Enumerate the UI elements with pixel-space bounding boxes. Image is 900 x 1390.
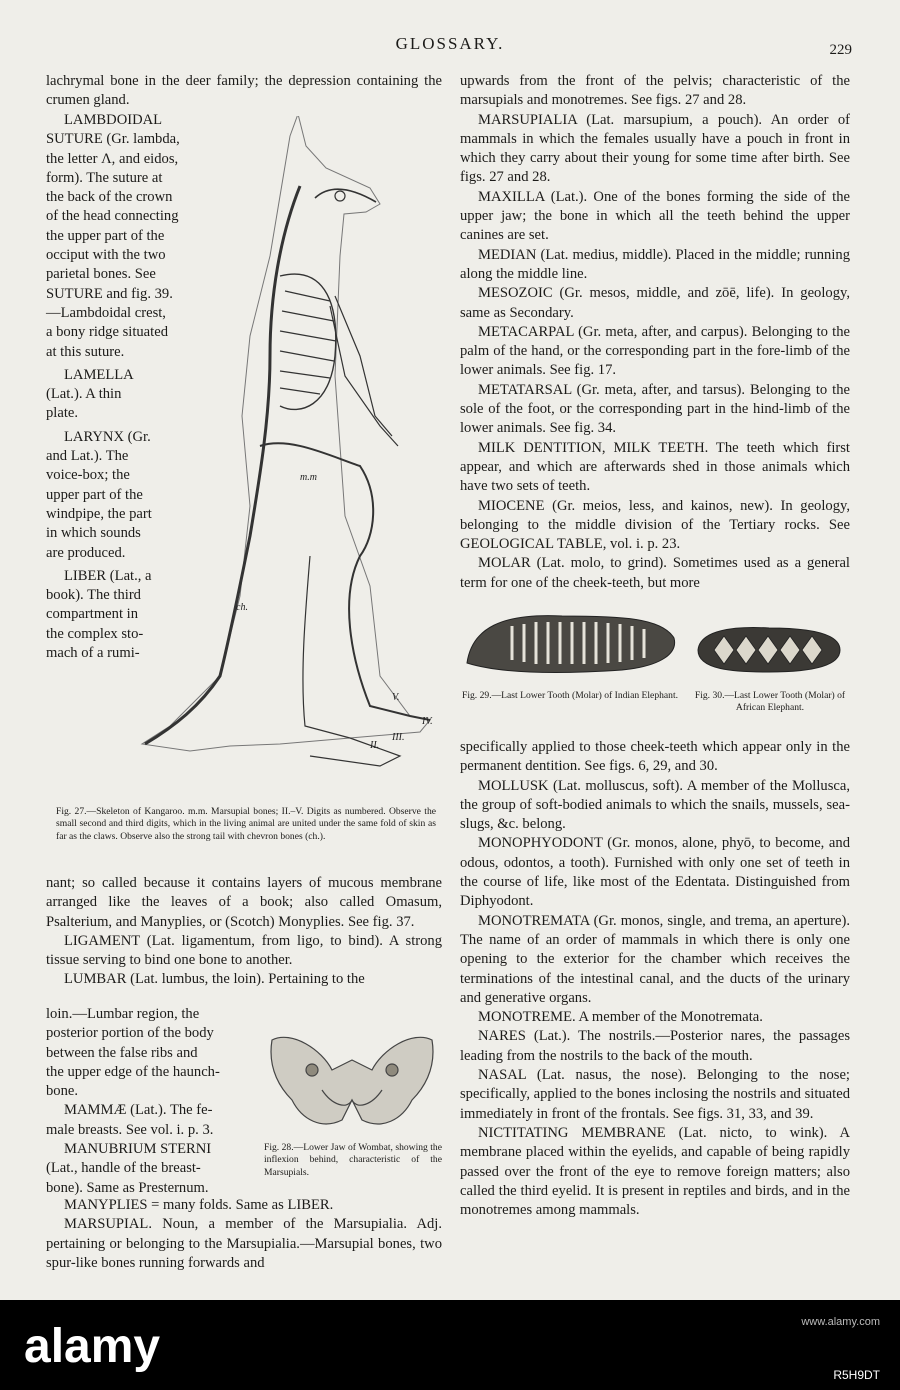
fig29-caption: Fig. 29.—Last Lower Tooth (Molar) of Indian Elephant.	[462, 690, 679, 701]
wombat-jaw-figure	[262, 1030, 442, 1140]
entry-lambdoidal: LAMBDOIDAL SUTURE (Gr. lambda, the letter Λ, and eidos, form). The suture at the back of the crown of the head connecting the upper part of the occiput with the two parietal bones. See SUTURE and fig. 39. —Lambdoidal crest, a bony ridge situated at this suture.	[46, 112, 180, 360]
label-ii: II.	[370, 740, 380, 751]
fig30-caption: Fig. 30.—Last Lower Tooth (Molar) of African Elephant.	[694, 690, 846, 714]
label-v: V.	[392, 692, 400, 703]
indian-elephant-molar-figure	[462, 608, 682, 678]
right-top-entries: upwards from the front of the pelvis; characteristic of the marsupials and monotremes. See figs. 27 and 28. MARSUPIALIA (Lat. marsupium, a pouch). An order of mammals in which the females usually have a pouch in front in which they carry about their young for some time after birth. See figs. 27 and 28. MAXILLA (Lat.). One of the bones forming the side of the upper jaw; the bone in which all the teeth behind the upper canines are set. MEDIAN (Lat. medius, middle). Placed in the middle; running along the middle line. MESOZOIC (Gr. mesos, middle, and zōē, life). In geology, same as Secondary. METACARPAL (Gr. meta, after, and carpus). Belonging to the palm of the hand, or the corresponding part in the fore-limb of the lower animals. See fig. 17. METATARSAL (Gr. meta, after, and tarsus). Belonging to the sole of the foot, or the corresponding part in the hind-limb of the lower animals. See fig. 34. MILK DENTITION, MILK TEETH. The teeth which first appear, and which are afterwards shed in those animals which have two sets of teeth. MIOCENE (Gr. meios, less, and kainos, new). In geology, belonging to the middle division of the Tertiary rocks. See GEOLOGICAL TABLE, vol. i. p. 23. MOLAR (Lat. molo, to grind). Sometimes used as a general term for one of the cheek-teeth, but more	[460, 73, 850, 591]
entry-lamella: LAMELLA (Lat.). A thin plate.	[46, 366, 134, 422]
fig27-caption: Fig. 27.—Skeleton of Kangaroo. m.m. Marsupial bones; II.–V. Digits as numbered. Observe the small second and third digits, which in the living animal are united under the same fold of skin as far as the claws. Observe also the strong tail with chevron bones (ch.).	[56, 806, 436, 842]
left-narrow-bottom: loin.—Lumbar region, the posterior portion of the body between the false ribs and the upper edge of the haunch- bone. MAMMÆ (Lat.). The fe- male breasts. See vol. i. p. 3. MANUBRIUM STERNI (Lat., handle of the breast- bone). Same as Presternum.	[46, 1006, 220, 1196]
left-bottom-entries: nant; so called because it contains layers of mucous membrane arranged like the leaves of a book; also called Omasum, Psalterium, and Manyplies, or (Scotch) Monyplies. See fig. 37. LIGAMENT (Lat. ligamentum, from ligo, to bind). A strong tissue serving to bind one bone to another. LUMBAR (Lat. lumbus, the loin). Pertaining to the	[46, 875, 442, 988]
label-iii: III.	[392, 732, 405, 743]
entry-liber: LIBER (Lat., a book). The third compartment in the complex sto- mach of a rumi-	[46, 567, 152, 662]
kangaroo-skeleton-figure	[130, 116, 450, 796]
svg-text:alamy: alamy	[24, 1320, 161, 1372]
stock-watermark-bar	[0, 1300, 900, 1390]
page-number: 229	[829, 42, 852, 58]
entry-larynx: LARYNX (Gr. and Lat.). The voice-box; the upper part of the windpipe, the part in which sounds are produced.	[46, 428, 152, 561]
african-elephant-molar-figure	[694, 624, 844, 676]
label-mm: m.m	[300, 472, 317, 483]
label-ch: ch.	[236, 602, 248, 613]
alamy-logo-icon	[24, 1318, 264, 1372]
image-id: R5H9DT	[833, 1368, 880, 1382]
fig28-caption: Fig. 28.—Lower Jaw of Wombat, showing the inflexion behind, characteristic of the Marsupials.	[264, 1142, 442, 1178]
page-title: GLOSSARY.	[395, 34, 505, 53]
left-intro: lachrymal bone in the deer family; the depression containing the crumen gland.	[46, 73, 442, 109]
left-final-entries: MANYPLIES = many folds. Same as LIBER. MARSUPIAL. Noun, a member of the Marsupialia. Adj. pertaining or belonging to the Marsupialia.—Marsupial bones, two spur-like bones running forwards and	[46, 1197, 442, 1271]
watermark-url: www.alamy.com	[801, 1316, 880, 1328]
label-iv: IV.	[422, 716, 433, 727]
right-bottom-entries: specifically applied to those cheek-teeth which appear only in the permanent dentition. See figs. 6, 29, and 30. MOLLUSK (Lat. molluscus, soft). A member of the Mollusca, the group of soft-bodied animals to which the snails, mussels, sea-slugs, &c. belong. MONOPHYODONT (Gr. monos, alone, phyō, to become, and odous, odontos, a tooth). Furnished with only one set of teeth in the course of life, like most of the Edentata. Distinguished from Diphyodont. MONOTREMATA (Gr. monos, single, and trema, an aperture). The name of an order of mammals in which there is only one opening to the exterior for the chamber which receives the terminations of the intestinal canal, and the ducts of the urinary and generative organs. MONOTREME. A member of the Monotremata. NARES (Lat.). The nostrils.—Posterior nares, the passages leading from the nostrils to the back of the mouth. NASAL (Lat. nasus, the nose). Belonging to the nose; specifically, applied to the bones inclosing the nostrils and situated immediately in front of the frontals. See figs. 31, 33, and 39. NICTITATING MEMBRANE (Lat. nicto, to wink). A membrane placed within the eyelids, and capable of being rapidly passed over the front of the eye to remove foreign matters; also called the third eyelid. It is present in reptiles and birds, and in the monotremes among mammals.	[460, 739, 850, 1219]
